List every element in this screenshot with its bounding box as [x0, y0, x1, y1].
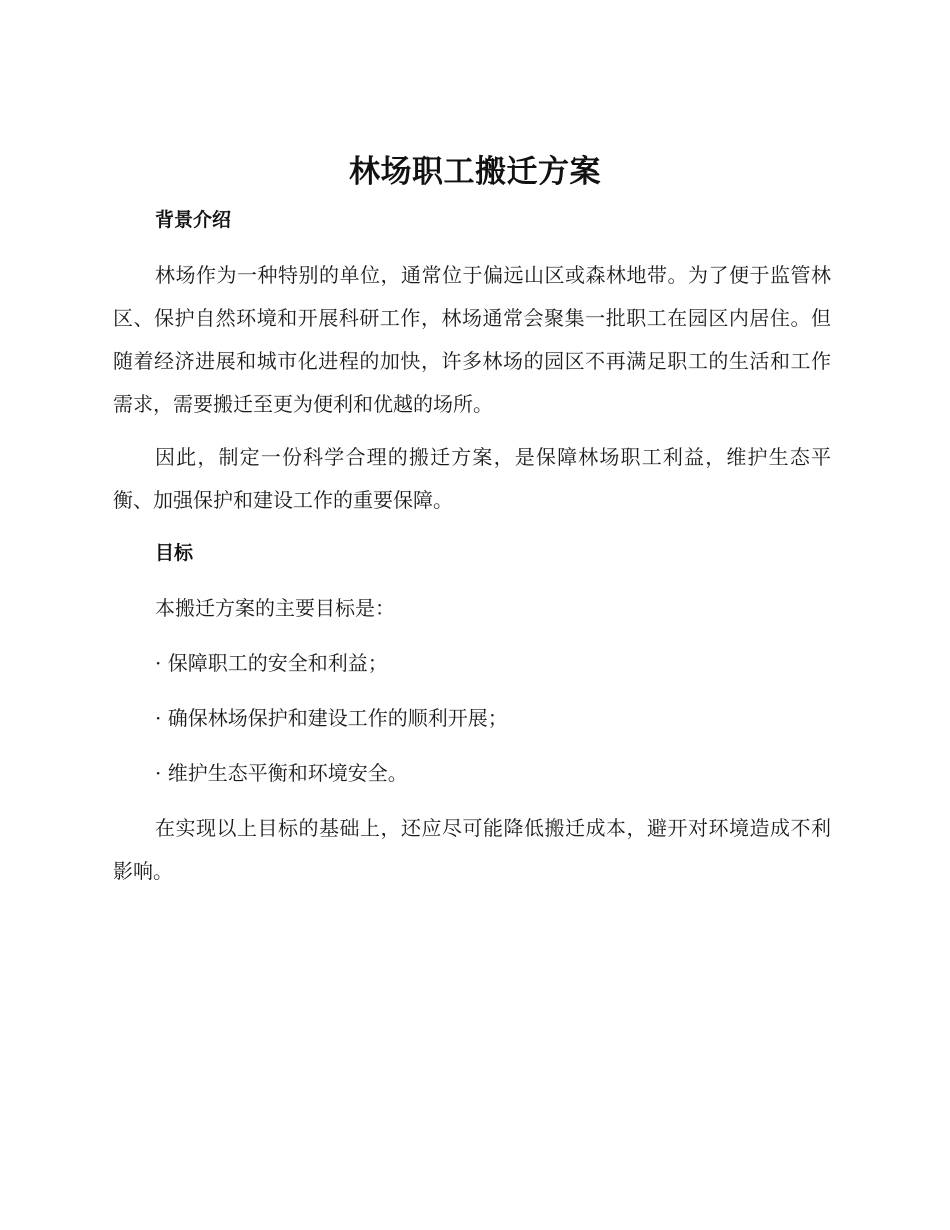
goal-bullet-2: · 确保林场保护和建设工作的顺利开展； [155, 706, 508, 730]
goal-bullet-3: · 维护生态平衡和环境安全。 [155, 761, 408, 785]
document-title: 林场职工搬迁方案 [349, 154, 601, 190]
goals-closing-paragraph: 在实现以上目标的基础上，还应尽可能降低搬迁成本，避开对环境造成不利影响。 [113, 816, 831, 883]
background-paragraph-1: 林场作为一种特别的单位，通常位于偏远山区或森林地带。为了便于监管林区、保护自然环境和开展科研工作，林场通常会聚集一批职工在园区内居住。但随着经济进展和城市化进程的加快，许多林场的园区不再满足职工的生活和工作需求，需要搬迁至更为便利和优越的场所。 [113, 263, 831, 416]
goal-bullet-1: · 保障职工的安全和利益； [155, 651, 388, 675]
section-heading-goals: 目标 [155, 542, 194, 564]
section-heading-background: 背景介绍 [155, 209, 232, 231]
goals-intro: 本搬迁方案的主要目标是： [155, 596, 395, 620]
background-paragraph-2: 因此，制定一份科学合理的搬迁方案，是保障林场职工利益，维护生态平衡、加强保护和建设工作的重要保障。 [113, 445, 831, 512]
